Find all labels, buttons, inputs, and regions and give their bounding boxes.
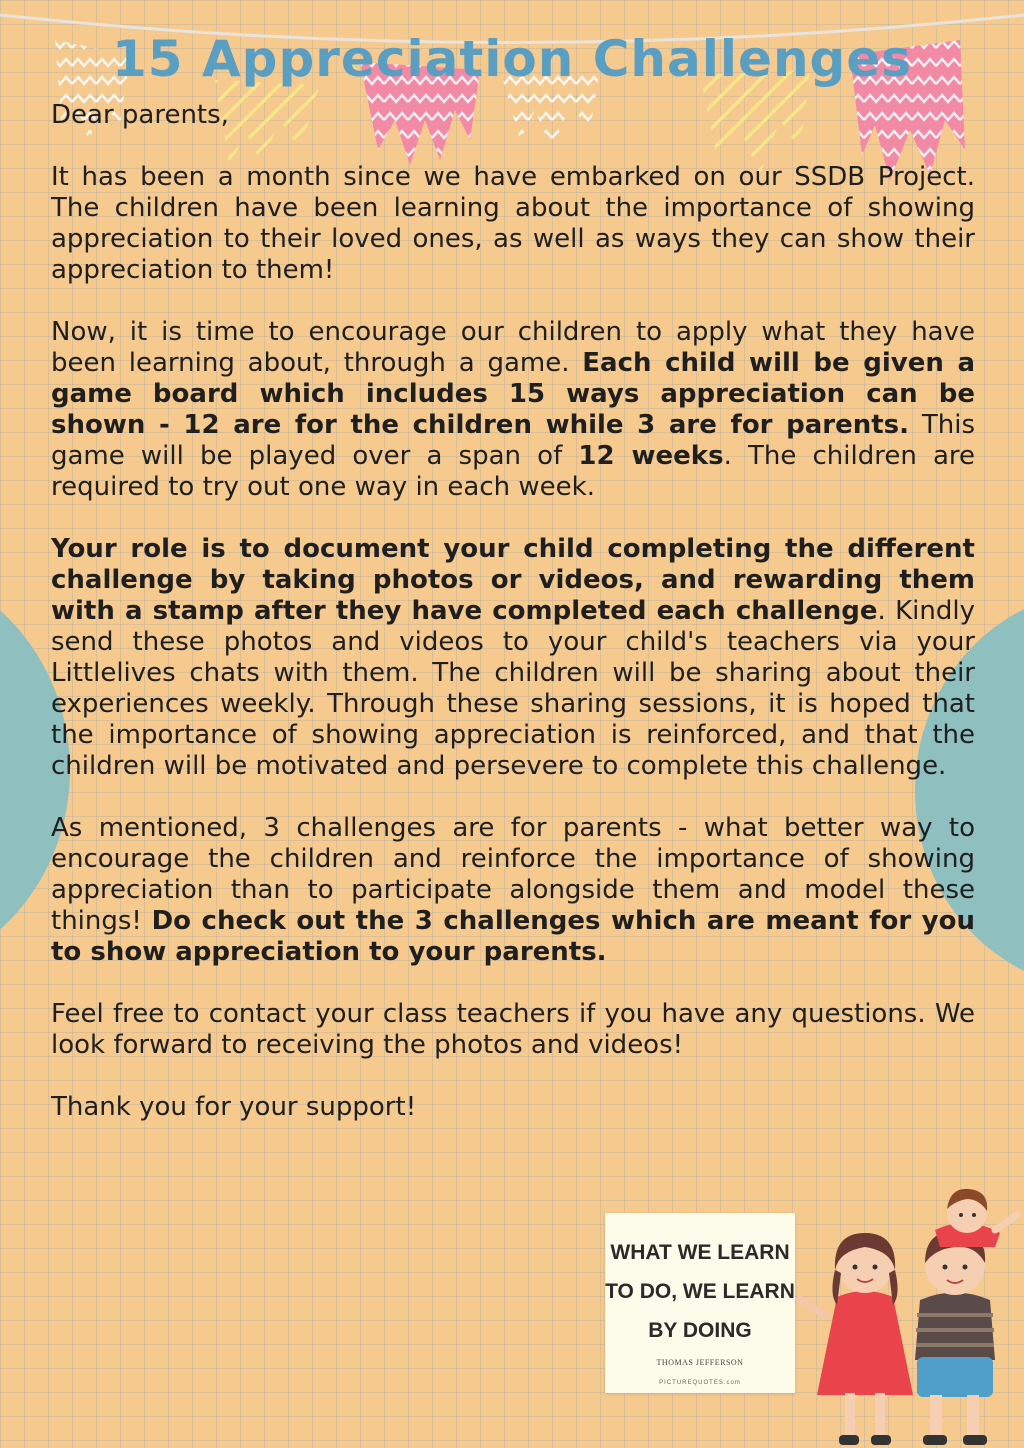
paragraph-parents xyxy=(51,813,975,968)
child-figure xyxy=(935,1189,1017,1247)
closing-line: Thank you for your support! xyxy=(51,1092,417,1122)
greeting: Dear parents, xyxy=(51,100,229,130)
game-text-bold-a: Each child will be given a game board which includes 15 ways appreciation can be shown - 12 are for the children while 3 are for parents. xyxy=(51,348,975,440)
role-text-bold: Your role is to document your child completing the different challenge by taking photos or videos, and rewarding them with a stamp after they have completed each challenge xyxy=(51,534,975,626)
letter-body xyxy=(51,100,975,1154)
quote-text xyxy=(605,1233,795,1350)
girl-figure xyxy=(800,1233,913,1445)
quote-line-2: TO DO, WE LEARN xyxy=(605,1280,795,1303)
paragraph-intro: It has been a month since we have embarked on our SSDB Project. The children have been learning about the importance of showing appreciation to their loved ones, as well as ways they can show their appreciation to them! xyxy=(51,162,975,285)
page-title: 15 Appreciation Challenges xyxy=(111,30,913,88)
parents-text: As mentioned, 3 challenges are for parents - what better way to encourage the children and reinforce the importance of showing appreciation than to participate alongside them and model these things! xyxy=(51,813,975,936)
game-text-e: . The children are required to try out one way in each week. xyxy=(51,441,976,502)
family-illustration xyxy=(795,1185,1024,1448)
paragraph-contact: Feel free to contact your class teachers if you have any questions. We look forward to receiving the photos and videos! xyxy=(51,999,975,1060)
boy-figure xyxy=(915,1231,995,1445)
quote-line-3: BY DOING xyxy=(648,1319,752,1342)
quote-line-1: WHAT WE LEARN xyxy=(610,1241,790,1264)
paragraph-game xyxy=(51,317,975,503)
quote-author: THOMAS JEFFERSON xyxy=(656,1358,744,1367)
quote-site: PICTUREQUOTES.com xyxy=(659,1380,741,1386)
paragraph-role xyxy=(51,534,975,782)
parents-text-bold: Do check out the 3 challenges which are meant for you to show appreciation to your parents. xyxy=(51,906,975,967)
game-text-a: Now, it is time to encourage our children to apply what they have been learning about, through a game. xyxy=(51,317,975,378)
quote-card xyxy=(605,1213,795,1393)
game-text-c: This game will be played over a span of xyxy=(51,410,975,471)
game-text-bold-weeks: 12 weeks xyxy=(578,441,724,471)
role-text: . Kindly send these photos and videos to your child's teachers via your Littlelives chats with them. The children will be sharing about their experiences weekly. Through these sharing sessions, it is hoped that the importance of showing appreciation is reinforced, and that the children will be motivated and persevere to complete this challenge. xyxy=(51,596,975,781)
